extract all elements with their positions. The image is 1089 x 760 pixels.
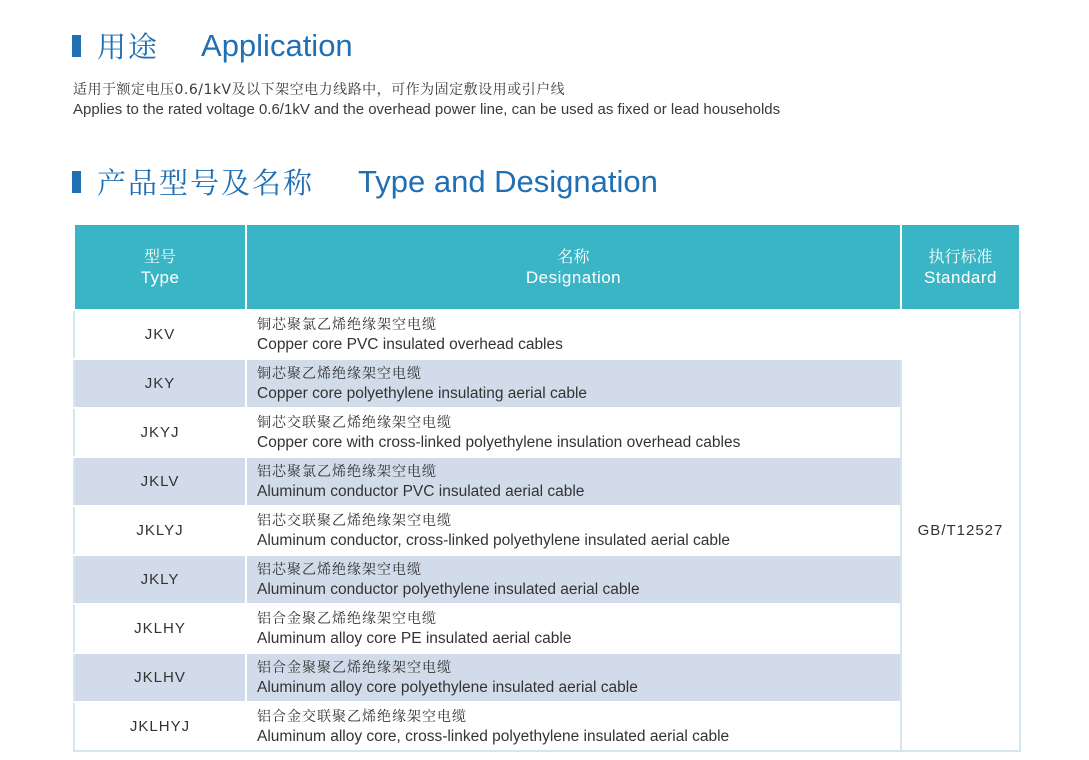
designation-cell	[246, 457, 901, 506]
type-cell: JKLHYJ	[74, 702, 246, 751]
header-standard	[901, 224, 1020, 310]
designation-en: Copper core polyethylene insulating aerial cable	[257, 384, 588, 402]
designation-cell	[246, 310, 901, 359]
designation-title-en: Type and Designation	[358, 163, 658, 199]
application-text-en: Applies to the rated voltage 0.6/1kV and the overhead power line, can be used as fixed or lead households	[73, 101, 781, 118]
application-title-zh: 用途	[97, 30, 160, 64]
table-row	[74, 604, 1020, 653]
designation-en: Aluminum conductor PVC insulated aerial cable	[257, 482, 585, 500]
application-title-en: Application	[201, 27, 353, 63]
designation-zh: 铜芯交联聚乙烯绝缘架空电缆	[257, 414, 452, 431]
type-cell: JKLV	[74, 457, 246, 506]
designation-en: Aluminum alloy core polyethylene insulated aerial cable	[257, 678, 638, 696]
designation-title-zh: 产品型号及名称	[97, 166, 315, 200]
designation-en: Aluminum conductor, cross-linked polyethylene insulated aerial cable	[257, 531, 731, 549]
designation-cell	[246, 408, 901, 457]
type-cell: JKLHY	[74, 604, 246, 653]
table-row	[74, 408, 1020, 457]
application-text-zh: 适用于额定电压0.6/1kV及以下架空电力线路中，可作为固定敷设用或引户线	[73, 82, 566, 98]
designation-en: Aluminum alloy core, cross-linked polyethylene insulated aerial cable	[257, 727, 730, 745]
designation-cell	[246, 653, 901, 702]
designation-zh: 铝合金聚聚乙烯绝缘架空电缆	[257, 659, 452, 676]
heading-marker	[72, 35, 81, 57]
designation-zh: 铝合金聚乙烯绝缘架空电缆	[257, 610, 437, 627]
designation-en: Copper core PVC insulated overhead cables	[257, 335, 563, 353]
type-cell: JKY	[74, 359, 246, 408]
designation-cell	[246, 702, 901, 751]
table-row	[74, 653, 1020, 702]
table-row	[74, 359, 1020, 408]
designation-cell	[246, 359, 901, 408]
table-row	[74, 310, 1020, 359]
type-cell: JKLHV	[74, 653, 246, 702]
standard-cell: GB/T12527	[901, 310, 1020, 751]
header-designation	[246, 224, 901, 310]
header-designation-zh: 名称	[557, 247, 590, 266]
header-standard-en: Standard	[924, 268, 997, 287]
heading-marker	[72, 171, 81, 193]
table-row	[74, 555, 1020, 604]
table-row	[74, 506, 1020, 555]
table-header-row	[74, 224, 1020, 310]
type-cell: JKLY	[74, 555, 246, 604]
type-cell: JKLYJ	[74, 506, 246, 555]
designation-en: Aluminum conductor polyethylene insulated aerial cable	[257, 580, 640, 598]
designation-zh: 铜芯聚氯乙烯绝缘架空电缆	[257, 316, 437, 333]
type-cell: JKYJ	[74, 408, 246, 457]
designation-cell	[246, 555, 901, 604]
header-type	[74, 224, 246, 310]
designation-en: Copper core with cross-linked polyethylene insulation overhead cables	[257, 433, 741, 451]
type-cell: JKV	[74, 310, 246, 359]
designation-heading	[72, 161, 658, 202]
header-designation-en: Designation	[525, 268, 622, 287]
application-heading	[72, 25, 353, 66]
header-type-en: Type	[140, 268, 180, 287]
designation-cell	[246, 604, 901, 653]
header-standard-zh: 执行标准	[928, 247, 993, 266]
designation-cell	[246, 506, 901, 555]
designation-zh: 铝芯聚氯乙烯绝缘架空电缆	[257, 463, 437, 480]
header-type-zh: 型号	[143, 247, 176, 266]
designation-en: Aluminum alloy core PE insulated aerial cable	[257, 629, 572, 647]
table-row	[74, 702, 1020, 751]
designation-zh: 铝芯聚乙烯绝缘架空电缆	[257, 561, 422, 578]
designation-zh: 铝合金交联聚乙烯绝缘架空电缆	[257, 708, 467, 725]
designation-zh: 铝芯交联聚乙烯绝缘架空电缆	[257, 512, 452, 529]
table-row	[74, 457, 1020, 506]
type-designation-table	[73, 223, 1021, 752]
designation-zh: 铜芯聚乙烯绝缘架空电缆	[257, 365, 422, 382]
